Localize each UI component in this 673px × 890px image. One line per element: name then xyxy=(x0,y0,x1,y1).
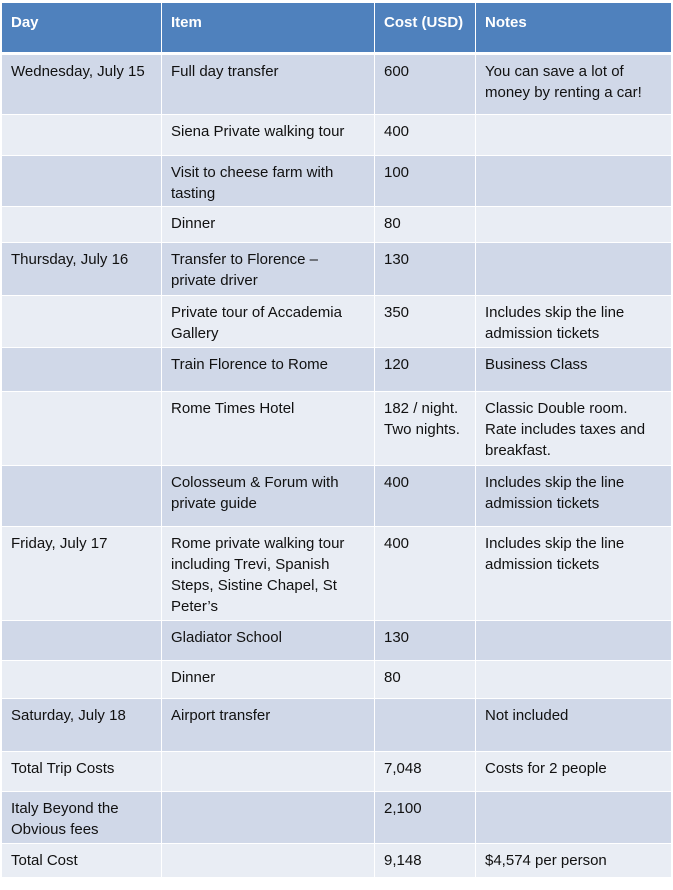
cell-item xyxy=(162,752,375,792)
cell-cost: 182 / night. Two nights. xyxy=(375,392,476,466)
cell-day xyxy=(2,392,162,466)
cell-day xyxy=(2,621,162,661)
cell-item: Visit to cheese farm with tasting xyxy=(162,156,375,207)
cell-notes xyxy=(476,207,672,243)
table-row xyxy=(2,296,672,348)
cell-notes xyxy=(476,621,672,661)
cell-day xyxy=(2,296,162,348)
table-row xyxy=(2,621,672,661)
cell-notes: Includes skip the line admission tickets xyxy=(476,296,672,348)
cell-item xyxy=(162,844,375,878)
cell-cost: 400 xyxy=(375,466,476,527)
cell-cost: 9,148 xyxy=(375,844,476,878)
cell-day: Wednesday, July 15 xyxy=(2,54,162,115)
cell-cost: 120 xyxy=(375,348,476,392)
cell-notes xyxy=(476,156,672,207)
cell-day: Saturday, July 18 xyxy=(2,699,162,752)
cell-notes: You can save a lot of money by renting a car! xyxy=(476,54,672,115)
cell-item: Dinner xyxy=(162,207,375,243)
table-row xyxy=(2,54,672,115)
cell-day xyxy=(2,661,162,699)
table-row xyxy=(2,792,672,844)
cell-notes xyxy=(476,243,672,296)
header-cost: Cost (USD) xyxy=(375,3,476,54)
header-notes: Notes xyxy=(476,3,672,54)
cell-item: Colosseum & Forum with private guide xyxy=(162,466,375,527)
table-row xyxy=(2,699,672,752)
cell-day xyxy=(2,466,162,527)
table-row xyxy=(2,661,672,699)
table-row xyxy=(2,527,672,621)
table-row xyxy=(2,752,672,792)
table-row xyxy=(2,844,672,878)
cell-item: Airport transfer xyxy=(162,699,375,752)
cell-day: Friday, July 17 xyxy=(2,527,162,621)
cell-cost: 2,100 xyxy=(375,792,476,844)
table-row xyxy=(2,466,672,527)
cell-item xyxy=(162,792,375,844)
table-row xyxy=(2,115,672,156)
cell-notes: Includes skip the line admission tickets xyxy=(476,527,672,621)
cell-day: Total Trip Costs xyxy=(2,752,162,792)
table-header-row xyxy=(2,3,672,54)
cell-cost xyxy=(375,699,476,752)
cell-item: Siena Private walking tour xyxy=(162,115,375,156)
cell-day xyxy=(2,348,162,392)
cell-notes: Includes skip the line admission tickets xyxy=(476,466,672,527)
cell-cost: 7,048 xyxy=(375,752,476,792)
cell-cost: 100 xyxy=(375,156,476,207)
cell-notes: Business Class xyxy=(476,348,672,392)
header-item: Item xyxy=(162,3,375,54)
table-row xyxy=(2,156,672,207)
cell-item: Private tour of Accademia Gallery xyxy=(162,296,375,348)
cell-cost: 350 xyxy=(375,296,476,348)
cell-item: Rome private walking tour including Trevi, Spanish Steps, Sistine Chapel, St Peter’s xyxy=(162,527,375,621)
cell-item: Full day transfer xyxy=(162,54,375,115)
table-row xyxy=(2,243,672,296)
cell-notes: Not included xyxy=(476,699,672,752)
cell-cost: 400 xyxy=(375,115,476,156)
table-row xyxy=(2,392,672,466)
cell-day: Total Cost xyxy=(2,844,162,878)
cell-day: Italy Beyond the Obvious fees xyxy=(2,792,162,844)
cell-cost: 80 xyxy=(375,207,476,243)
cell-cost: 600 xyxy=(375,54,476,115)
cell-notes xyxy=(476,661,672,699)
cell-notes: Classic Double room. Rate includes taxes and breakfast. xyxy=(476,392,672,466)
cell-cost: 80 xyxy=(375,661,476,699)
cell-notes xyxy=(476,792,672,844)
cell-item: Transfer to Florence – private driver xyxy=(162,243,375,296)
cell-cost: 130 xyxy=(375,243,476,296)
cell-day xyxy=(2,115,162,156)
cell-notes xyxy=(476,115,672,156)
cell-day xyxy=(2,207,162,243)
itinerary-cost-table xyxy=(1,2,672,878)
header-day: Day xyxy=(2,3,162,54)
cell-item: Dinner xyxy=(162,661,375,699)
cell-item: Train Florence to Rome xyxy=(162,348,375,392)
cell-notes: $4,574 per person xyxy=(476,844,672,878)
cell-item: Rome Times Hotel xyxy=(162,392,375,466)
cell-day xyxy=(2,156,162,207)
cell-notes: Costs for 2 people xyxy=(476,752,672,792)
table-row xyxy=(2,348,672,392)
cell-day: Thursday, July 16 xyxy=(2,243,162,296)
table-row xyxy=(2,207,672,243)
cell-item: Gladiator School xyxy=(162,621,375,661)
cell-cost: 130 xyxy=(375,621,476,661)
cell-cost: 400 xyxy=(375,527,476,621)
